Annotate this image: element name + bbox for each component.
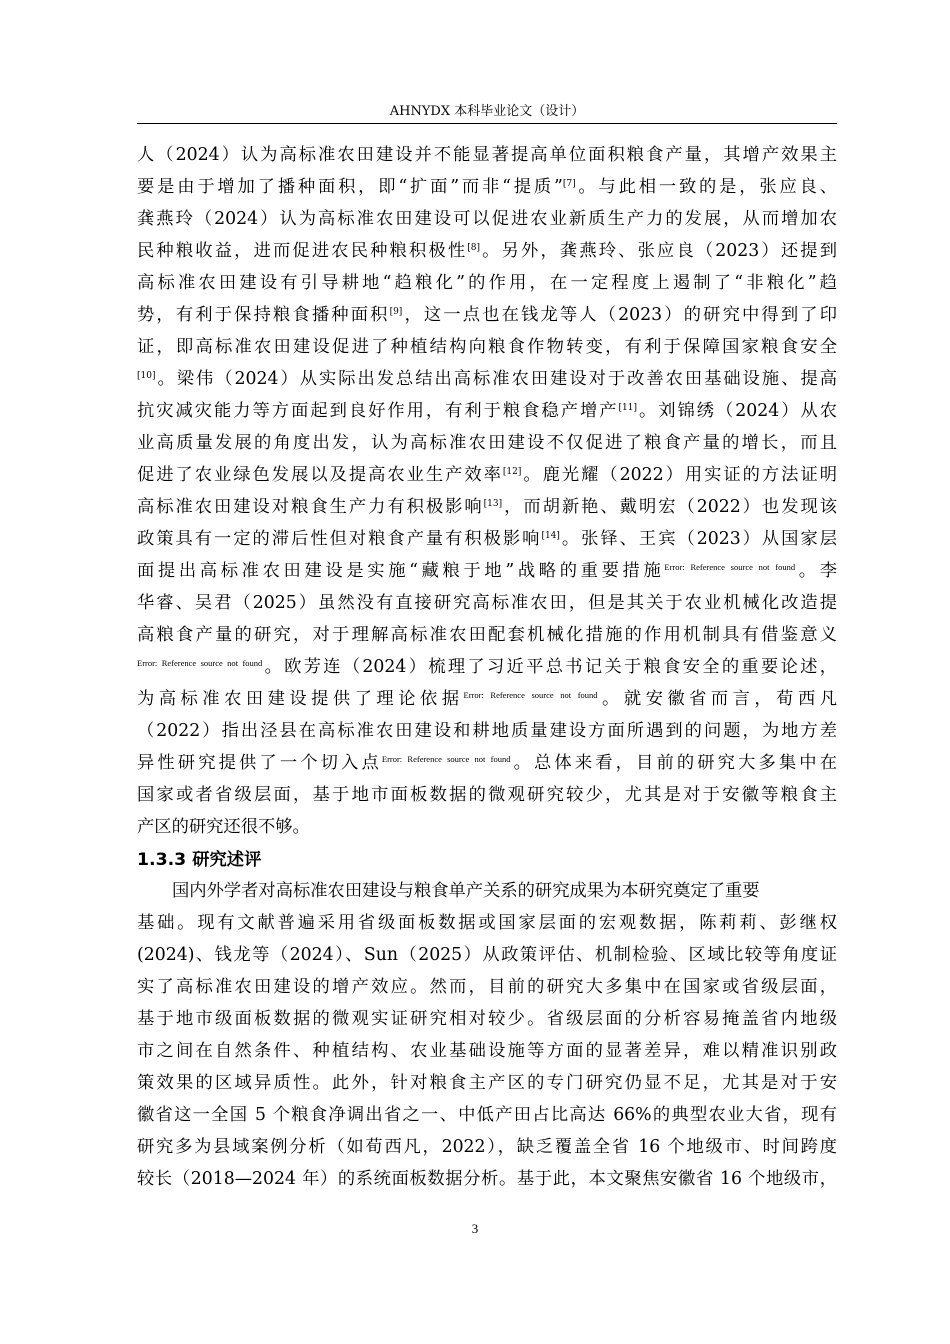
text-line: 高标准农田建设有引导耕地“趋粮化”的作用，在一定程度上遏制了“非粮化”趋 (137, 273, 837, 293)
text-line: 实了高标准农田建设的增产效应。然而，目前的研究大多集中在国家或省级层面， (137, 977, 837, 997)
citation-error: Error: Reference source not found (381, 754, 511, 764)
text-line: （2022）指出泾县在高标准农田建设和耕地质量建设方面所遇到的问题，为地方差 (137, 721, 837, 741)
citation: [12] (502, 467, 522, 477)
text-line: 徽省这一全国 5 个粮食净调出省之一、中低产田占比高达 66%的典型农业大省，现有 (137, 1105, 837, 1125)
text-line: 较长（2018—2024 年）的系统面板数据分析。基于此，本文聚焦安徽省 16 个地级市， (137, 1169, 837, 1189)
text-line: 异性研究提供了一个切入点$^{Error: Reference source not found}$。总体来看，目前的研究大多集中在 (137, 753, 837, 773)
text-line: 为高标准农田建设提供了理论依据$^{Error: Reference source not found}$。就安徽省而言，荀西凡 (137, 689, 837, 709)
text-line: 研究多为县域案例分析（如荀西凡，2022），缺乏覆盖全省 16 个地级市、时间跨度 (137, 1137, 837, 1157)
citation: [8] (467, 243, 481, 253)
text-line: 国内外学者对高标准农田建设与粮食单产关系的研究成果为本研究奠定了重要 (172, 881, 760, 901)
section-heading: 1.3.3 研究述评 (137, 850, 262, 870)
citation: [9] (389, 307, 403, 317)
text-line: 国家或者省级层面，基于地市面板数据的微观研究较少，尤其是对于安徽等粮食主 (137, 785, 837, 805)
text-line: 华睿、吴君（2025）虽然没有直接研究高标准农田，但是其关于农业机械化改造提 (137, 593, 837, 613)
text-line: 市之间在自然条件、种植结构、农业基础设施等方面的显著差异，难以精准识别政 (137, 1041, 837, 1061)
citation-error: Error: Reference source not found (664, 562, 796, 572)
text-line: 抗灾减灾能力等方面起到良好作用，有利于粮食稳产增产[11]。刘锦绣（2024）从农 (137, 401, 837, 421)
citation: [11] (618, 403, 637, 413)
citation: [13] (483, 499, 503, 509)
citation: [7] (562, 179, 576, 189)
text-line: 高粮食产量的研究，对于理解高标准农田配套机械化措施的作用机制具有借鉴意义 (137, 625, 837, 645)
text-line: [10]。梁伟（2024）从实际出发总结出高标准农田建设对于改善农田基础设施、提高 (137, 369, 837, 389)
text-line: 业高质量发展的角度出发，认为高标准农田建设不仅促进了粮食产量的增长，而且 (137, 433, 837, 453)
text-line: 政策具有一定的滞后性但对粮食产量有积极影响[14]。张铎、王宾（2023）从国家层 (137, 529, 837, 549)
citation: [14] (541, 531, 560, 541)
text-line: 基础。现有文献普遍采用省级面板数据或国家层面的宏观数据，陈莉莉、彭继权 (137, 913, 837, 933)
text-line: 证，即高标准农田建设促进了种植结构向粮食作物转变，有利于保障国家粮食安全 (137, 337, 837, 357)
text-line: 要是由于增加了播种面积，即“扩面”而非“提质”[7]。与此相一致的是，张应良、 (137, 177, 837, 197)
text-line: 民种粮收益，进而促进农民种粮积极性[8]。另外，龚燕玲、张应良（2023）还提到 (137, 241, 837, 261)
citation-error: Error: Reference source not found (137, 658, 263, 668)
citation: [10] (137, 371, 156, 381)
text-line: 产区的研究还很不够。 (137, 817, 310, 837)
text-line: 人（2024）认为高标准农田建设并不能显著提高单位面积粮食产量，其增产效果主 (137, 145, 837, 165)
text-line: (2024)、钱龙等（2024）、Sun（2025）从政策评估、机制检验、区域比较等角度证 (137, 945, 837, 965)
page-number: 3 (471, 1221, 479, 1236)
citation-error: Error: Reference source not found (463, 690, 598, 700)
running-header: AHNYDX 本科毕业论文（设计） (389, 104, 585, 119)
text-line: 面提出高标准农田建设是实施“藏粮于地”战略的重要措施$^{Error: Reference source not found}$。李 (137, 561, 837, 581)
text-line: 势，有利于保持粮食播种面积[9]，这一点也在钱龙等人（2023）的研究中得到了印 (137, 305, 837, 325)
text-line: 高标准农田建设对粮食生产力有积极影响[13]，而胡新艳、戴明宏（2022）也发现该 (137, 497, 837, 517)
text-line: 策效果的区域异质性。此外，针对粮食主产区的专门研究仍显不足，尤其是对于安 (137, 1073, 837, 1093)
header-rule (137, 123, 837, 124)
text-line: 促进了农业绿色发展以及提高农业生产效率[12]。鹿光耀（2022）用实证的方法证明 (137, 465, 837, 485)
text-line: $^{Error: Reference source not found}$。欧芳连（2024）梳理了习近平总书记关于粮食安全的重要论述， (137, 657, 837, 677)
text-line: 基于地市级面板数据的微观实证研究相对较少。省级层面的分析容易掩盖省内地级 (137, 1009, 837, 1029)
text-line: 龚燕玲（2024）认为高标准农田建设可以促进农业新质生产力的发展，从而增加农 (137, 209, 837, 229)
